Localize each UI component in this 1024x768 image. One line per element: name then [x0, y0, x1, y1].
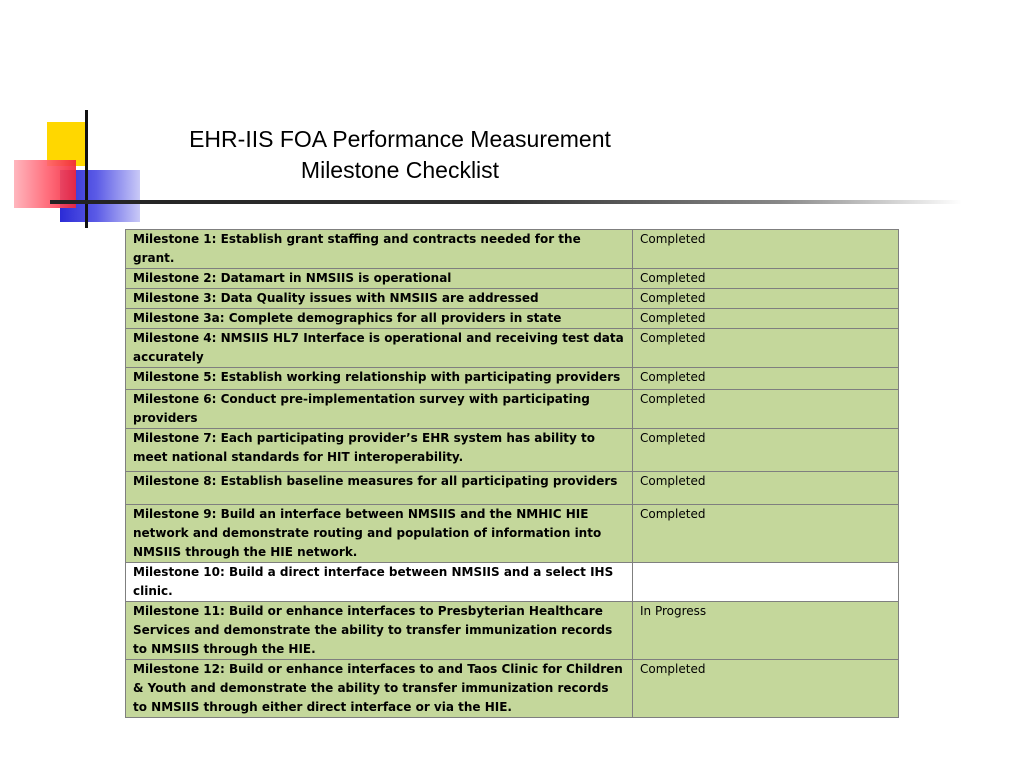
milestone-cell: Milestone 5: Establish working relationship with participating providers [126, 368, 633, 390]
title-line-2: Milestone Checklist [300, 157, 500, 183]
status-cell [633, 563, 899, 602]
status-cell: Completed [633, 309, 899, 329]
table-row [126, 505, 899, 563]
status-cell: Completed [633, 289, 899, 309]
status-cell: Completed [633, 505, 899, 563]
table-row [126, 563, 899, 602]
table-row [126, 602, 899, 660]
table-row [126, 368, 899, 390]
status-cell: Completed [633, 472, 899, 505]
horizontal-rule [50, 200, 962, 204]
milestone-cell: Milestone 7: Each participating provider’s EHR system has ability to meet national standards for HIT interoperability. [126, 429, 633, 472]
table-row [126, 289, 899, 309]
status-cell: Completed [633, 429, 899, 472]
vertical-rule [85, 110, 88, 228]
milestone-cell: Milestone 10: Build a direct interface between NMSIIS and a select IHS clinic. [126, 563, 633, 602]
table-row [126, 269, 899, 289]
status-cell: Completed [633, 269, 899, 289]
milestone-table [125, 229, 899, 718]
table-row [126, 309, 899, 329]
decorative-logo [0, 0, 200, 240]
status-cell: Completed [633, 390, 899, 429]
status-cell: Completed [633, 329, 899, 368]
status-cell: Completed [633, 230, 899, 269]
status-cell: Completed [633, 368, 899, 390]
slide-title [150, 124, 650, 186]
milestone-cell: Milestone 6: Conduct pre-implementation survey with participating providers [126, 390, 633, 429]
status-cell: Completed [633, 660, 899, 718]
milestone-cell: Milestone 3a: Complete demographics for all providers in state [126, 309, 633, 329]
milestone-cell: Milestone 8: Establish baseline measures for all participating providers [126, 472, 633, 505]
milestone-cell: Milestone 4: NMSIIS HL7 Interface is operational and receiving test data accurately [126, 329, 633, 368]
milestone-cell: Milestone 9: Build an interface between NMSIIS and the NMHIC HIE network and demonstrate routing and population of information into NMSIIS through the HIE network. [126, 505, 633, 563]
milestone-cell: Milestone 12: Build or enhance interfaces to and Taos Clinic for Children & Youth and demonstrate the ability to transfer immunization records to NMSIIS through either direct interface or via the HIE. [126, 660, 633, 718]
status-cell: In Progress [633, 602, 899, 660]
milestone-cell: Milestone 11: Build or enhance interfaces to Presbyterian Healthcare Services and demonstrate the ability to transfer immunization records to NMSIIS through the HIE. [126, 602, 633, 660]
table-row [126, 660, 899, 718]
milestone-cell: Milestone 3: Data Quality issues with NMSIIS are addressed [126, 289, 633, 309]
table-row [126, 329, 899, 368]
table-row [126, 472, 899, 505]
milestone-cell: Milestone 2: Datamart in NMSIIS is operational [126, 269, 633, 289]
title-line-1: EHR-IIS FOA Performance Measurement [189, 126, 611, 152]
table-row [126, 230, 899, 269]
table-row [126, 429, 899, 472]
milestone-cell: Milestone 1: Establish grant staffing and contracts needed for the grant. [126, 230, 633, 269]
table-row [126, 390, 899, 429]
